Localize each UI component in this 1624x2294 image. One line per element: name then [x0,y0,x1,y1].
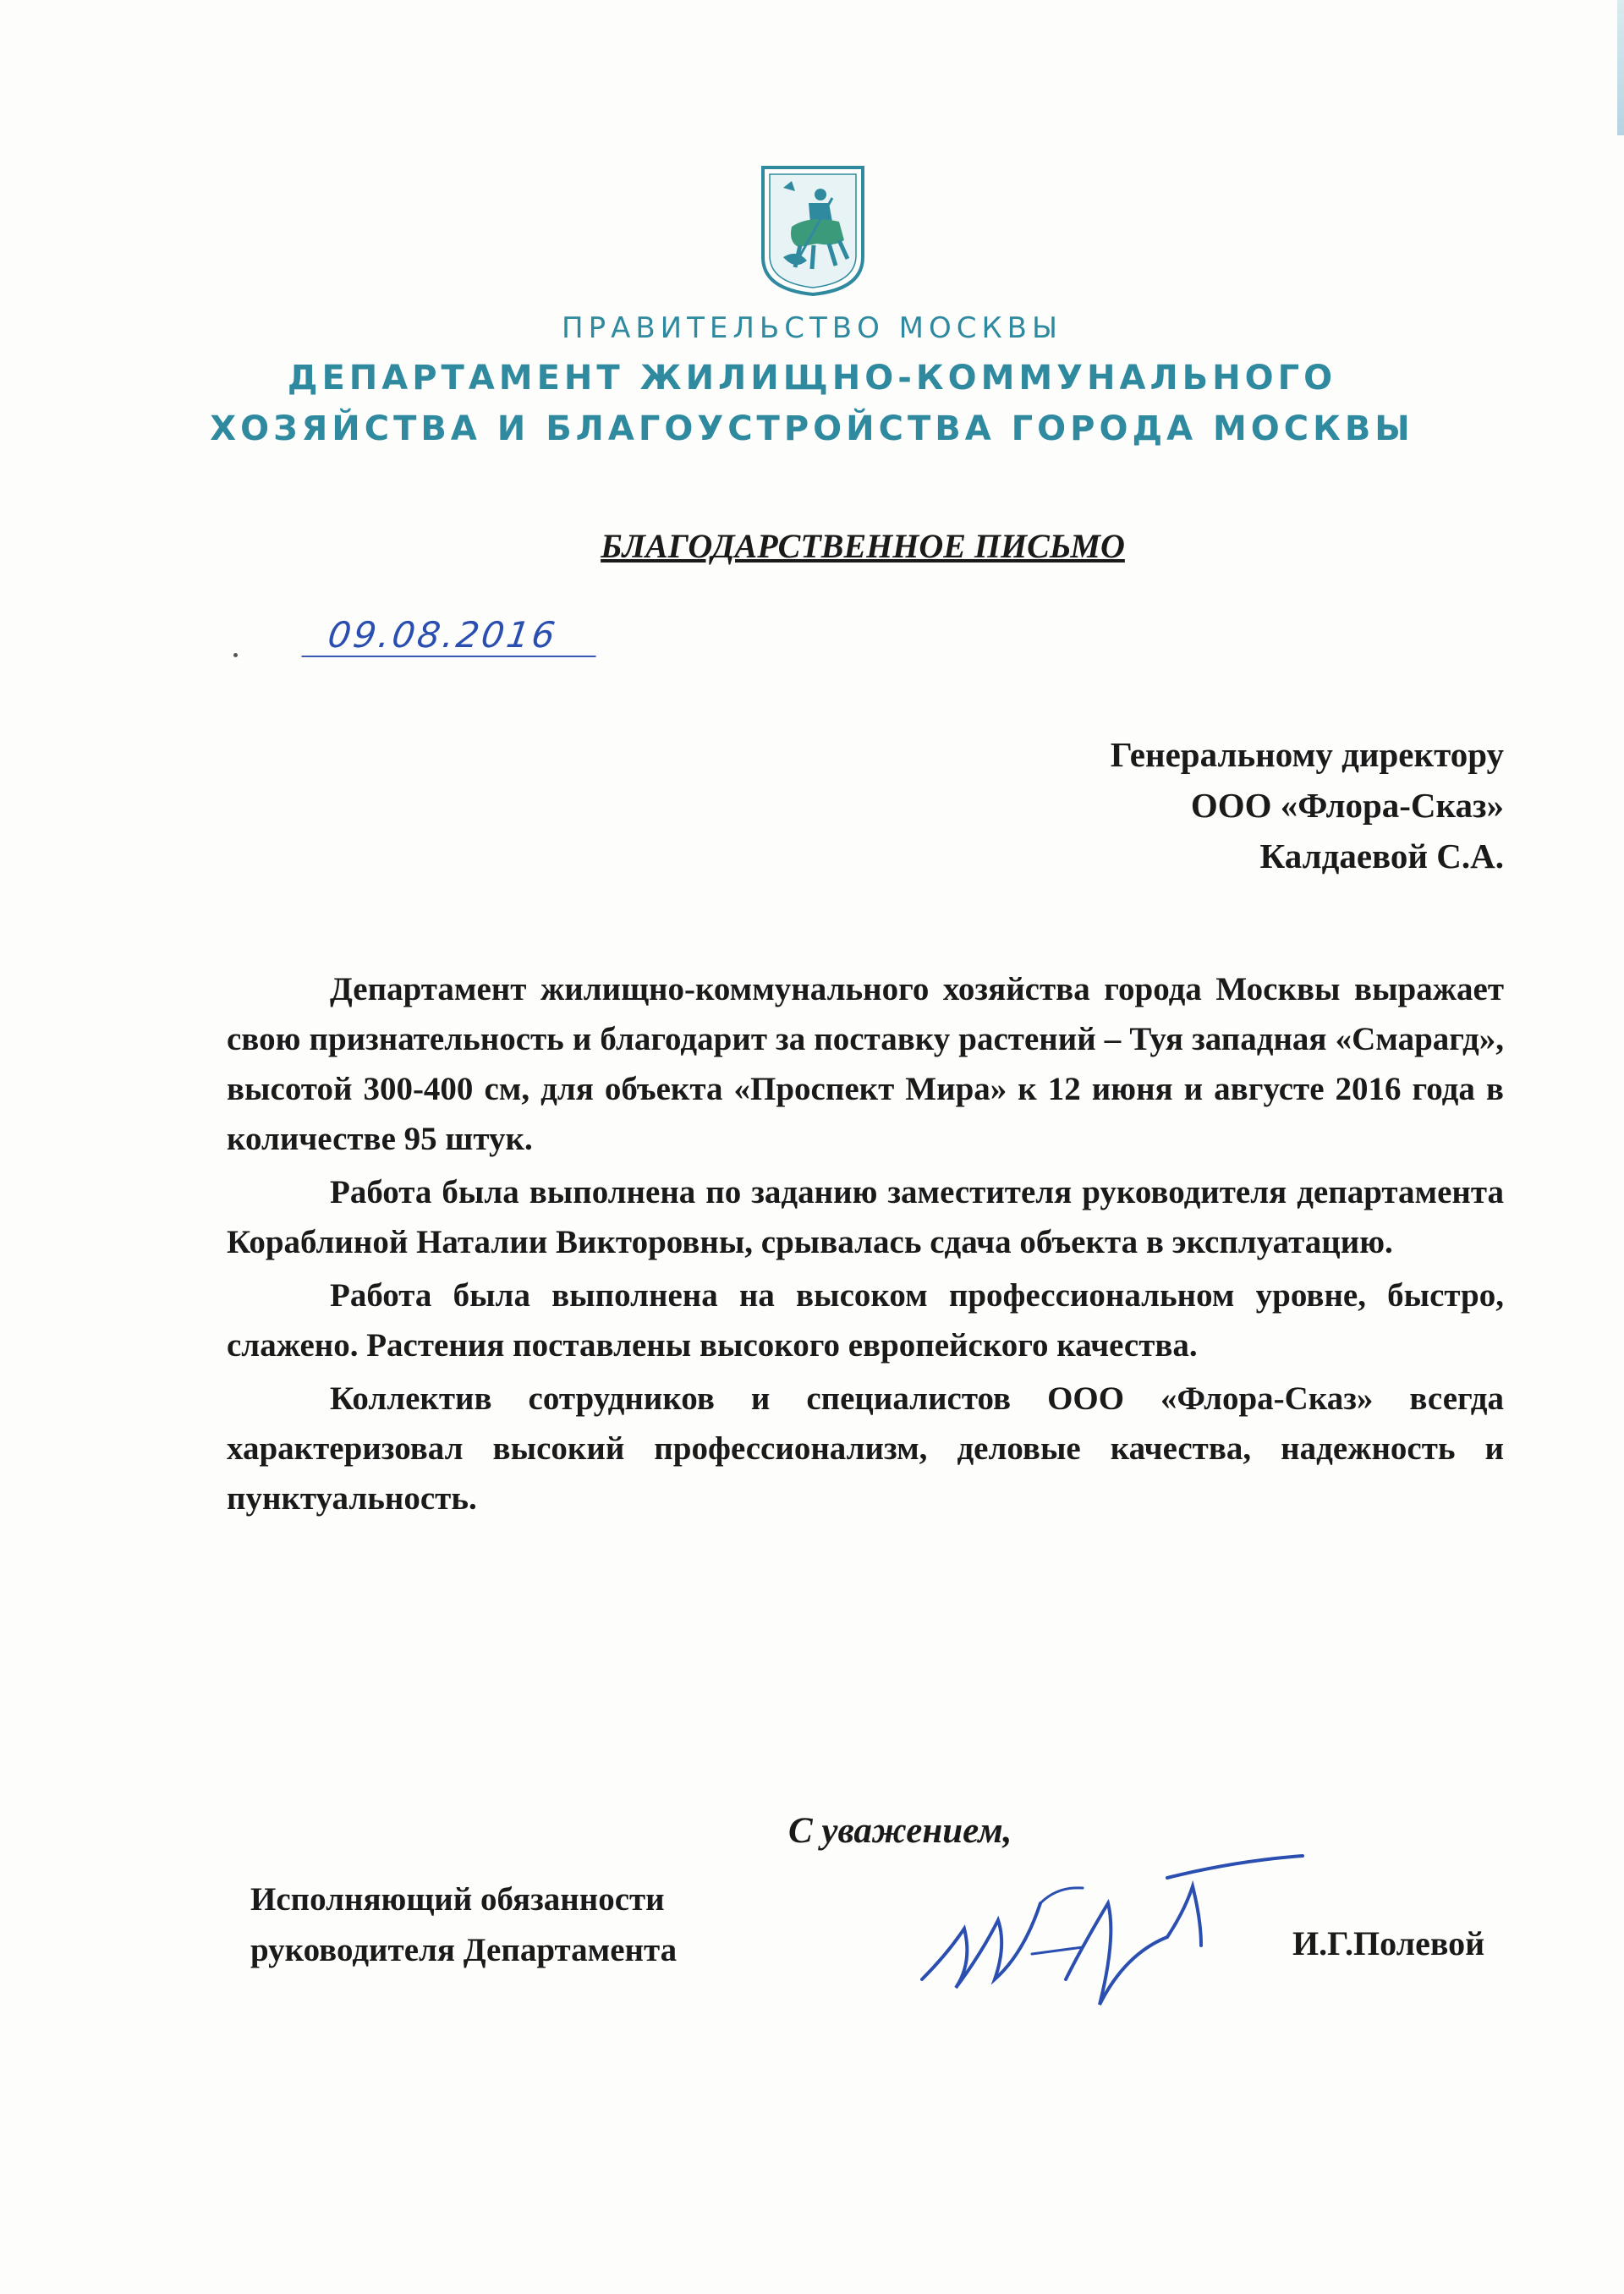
signer-position-line2: руководителя Департамента [250,1932,678,1968]
addressee-block [1111,729,1504,881]
addressee-company: ООО «Флора-Сказ» [1190,786,1504,825]
signer-position [250,1874,677,1976]
body-paragraph-1: Департамент жилищно-коммунального хозяйства города Москвы выражает свою признательность и благодарит за поставку растений – Туя западная «Смарагд», высотой 300-400 см, для объекта «Проспект Мира» к 12 июня и августе 2016 года в количестве 95 штук. [227,971,1504,1157]
handwritten-date: 09.08.2016 [301,614,601,657]
scan-dot [233,653,238,657]
signer-name: И.Г.Полевой [1292,1924,1485,1962]
closing-regards: С уважением, [788,1811,1012,1851]
document-title: БЛАГОДАРСТВЕННОЕ ПИСЬМО [601,527,1125,565]
department-name-line1: ДЕПАРТАМЕНТ ЖИЛИЩНО-КОММУНАЛЬНОГО [287,359,1337,398]
addressee-position: Генеральному директору [1110,735,1504,774]
moscow-coat-of-arms-icon [758,162,868,298]
department-name-line2: ХОЗЯЙСТВА И БЛАГОУСТРОЙСТВА ГОРОДА МОСКВЫ [210,409,1414,448]
body-paragraph-2: Работа была выполнена по заданию заместителя руководителя департамента Кораблиной Наталии Викторовны, срывалась сдача объекта в эксплуатацию. [227,1174,1504,1260]
body-paragraph-4: Коллектив сотрудников и специалистов ООО «Флора-Сказ» всегда характеризовал высокий профессионализм, деловые качества, надежность и пунктуальность. [227,1380,1504,1517]
scan-edge-mark [1617,0,1624,135]
addressee-person: Калдаевой С.А. [1259,837,1504,875]
handwritten-signature [914,1852,1311,2013]
letter-body [227,964,1504,1527]
government-name: ПРАВИТЕЛЬСТВО МОСКВЫ [562,311,1062,345]
signer-position-line1: Исполняющий обязанности [250,1881,665,1918]
body-paragraph-3: Работа была выполнена на высоком профессиональном уровне, быстро, слажено. Растения поставлены высокого европейского качества. [227,1277,1504,1364]
